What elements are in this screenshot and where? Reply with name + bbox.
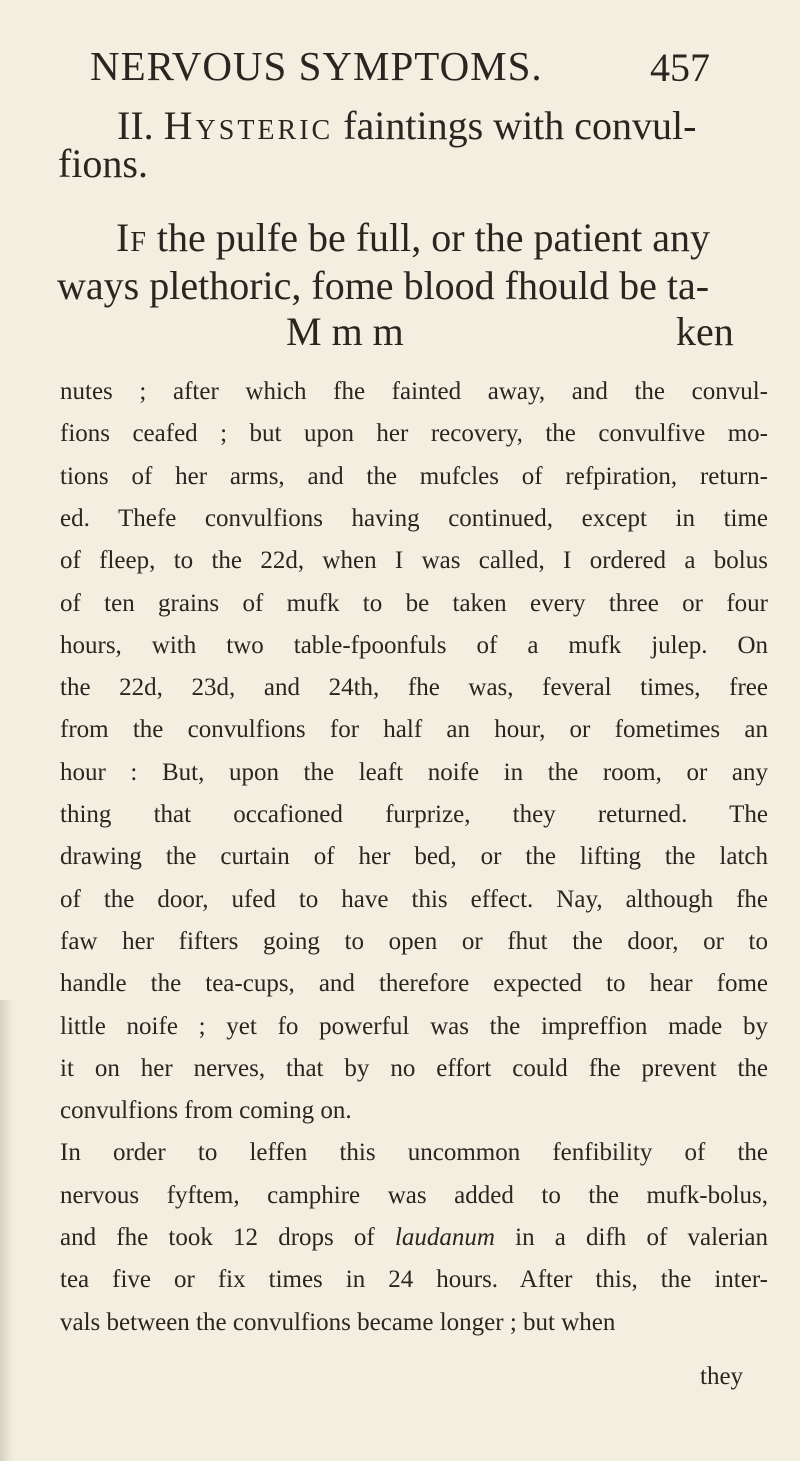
section-title-caps: Hysteric: [163, 103, 334, 148]
body-line: nutes ; after which fhe fainted away, and the convul-: [60, 378, 768, 405]
body-line: tions of her arms, and the mufcles of refpiration, return-: [60, 462, 768, 490]
body-line: from the convulfions for half an hour, or fometimes an: [60, 716, 768, 744]
body-line-text: and fhe took 12 drops of: [60, 1224, 395, 1251]
body-line: faw her fifters going to open or fhut the door, or to: [60, 927, 768, 955]
body-line: hours, with two table-fpoonfuls of a mufk julep. On: [60, 631, 768, 659]
body-line: it on her nerves, that by no effort could fhe prevent the: [60, 1054, 768, 1082]
body-line: of fleep, to the 22d, when I was called, I ordered a bolus: [60, 547, 768, 575]
catch-syllable: ken: [676, 309, 734, 354]
body-line: convulfions from coming on.: [60, 1097, 352, 1125]
page-number: 457: [650, 45, 710, 90]
large-text-line-1-rest: the pulfe be full, or the patient any: [146, 215, 711, 260]
body-line: tea five or fix times in 24 hours. After this, the inter-: [60, 1266, 768, 1294]
body-line: drawing the curtain of her bed, or the lifting the latch: [60, 843, 768, 871]
body-line: of the door, ufed to have this effect. Nay, although fhe: [60, 885, 768, 913]
section-title-rest: faintings with convul-: [333, 103, 697, 148]
section-numeral: II.: [117, 103, 154, 148]
signature-mark: M m m: [286, 309, 404, 354]
body-line: nervous fyftem, camphire was added to the mufk-bolus,: [60, 1181, 768, 1209]
body-line: [60, 1224, 768, 1254]
body-line: of ten grains of mufk to be taken every three or four: [60, 589, 768, 617]
body-line: the 22d, 23d, and 24th, fhe was, feveral times, free: [60, 674, 768, 702]
body-line: In order to leffen this uncommon fenfibility of the: [60, 1139, 768, 1167]
body-line: handle the tea-cups, and therefore expected to hear fome: [60, 970, 768, 998]
large-text-line-2: ways plethoric, fome blood fhould be ta-: [57, 263, 710, 308]
page-gutter-shadow: [0, 1000, 14, 1461]
body-line: fions ceafed ; but upon her recovery, the convulfive mo-: [60, 420, 768, 448]
body-line-text: in a difh of valerian: [494, 1224, 768, 1251]
body-line: hour : But, upon the leaft noife in the room, or any: [60, 758, 768, 786]
catchword: they: [700, 1363, 744, 1390]
running-head: NERVOUS SYMPTOMS.: [90, 43, 543, 89]
body-line: vals between the convulfions became longer ; but when: [60, 1308, 616, 1336]
body-line: thing that occafioned furprize, they returned. The: [60, 801, 768, 828]
italic-term: laudanum: [394, 1224, 495, 1251]
body-line: little noife ; yet fo powerful was the impreffion made by: [60, 1012, 768, 1040]
body-line: ed. Thefe convulfions having continued, except in time: [60, 504, 768, 532]
section-heading-cont: fions.: [58, 141, 148, 186]
large-text-line-1: If the pulfe be full, or the patient any: [116, 215, 711, 260]
page-header: [90, 42, 710, 92]
